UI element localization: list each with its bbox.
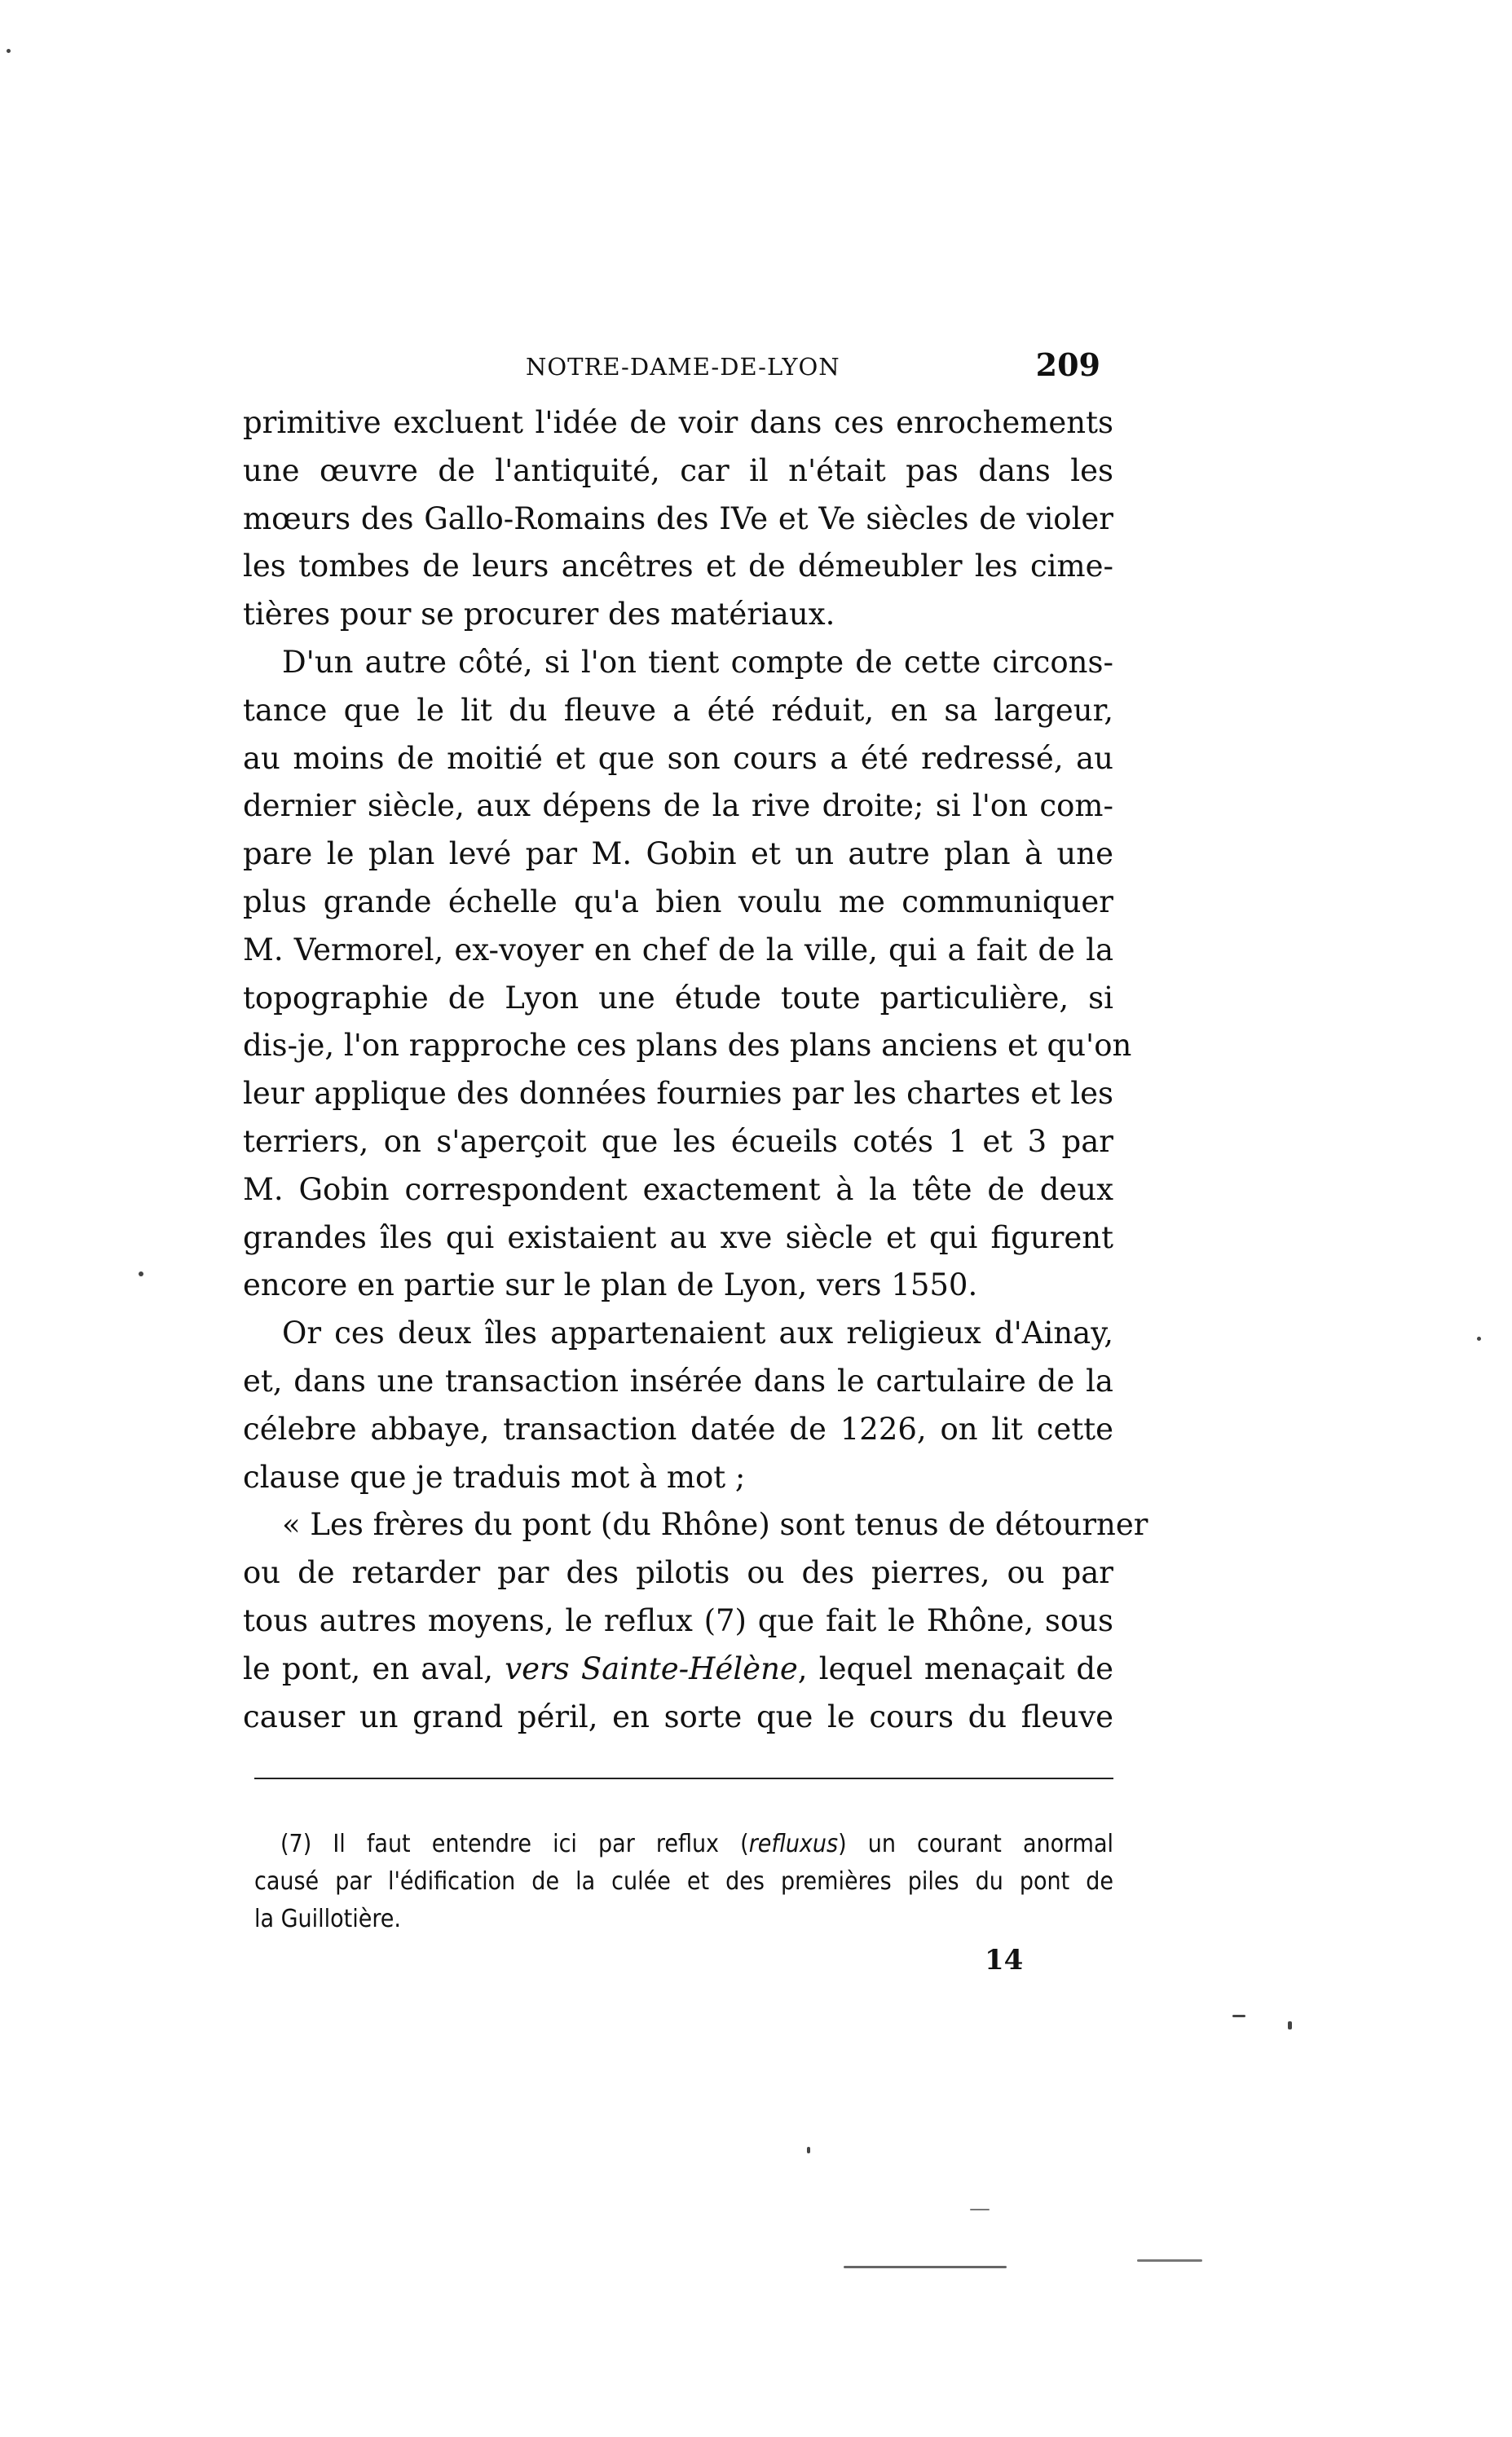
running-title: NOTRE-DAME-DE-LYON xyxy=(526,353,840,381)
scan-speck xyxy=(7,49,11,53)
text-line: leur applique des données fournies par les chartes et les xyxy=(243,1076,1113,1112)
text-line: dernier siècle, aux dépens de la rive droite; si l'on com- xyxy=(243,788,1113,824)
text-line: topographie de Lyon une étude toute particulière, si xyxy=(243,980,1113,1016)
running-head xyxy=(245,346,1109,395)
footnote-italic-term: refluxus xyxy=(748,1830,839,1858)
footnote-line xyxy=(254,1826,1113,1863)
scan-speck xyxy=(1288,2021,1292,2029)
text-line: tières pour se procurer des matériaux. xyxy=(243,597,835,632)
scan-speck xyxy=(807,2147,810,2153)
scan-speck xyxy=(1477,1337,1481,1341)
scan-speck xyxy=(970,2209,990,2210)
footnote-divider xyxy=(254,1778,1113,1779)
text-line: les tombes de leurs ancêtres et de démeubler les cime- xyxy=(243,549,1113,584)
text-line: Or ces deux îles appartenaient aux religieux d'Ainay, xyxy=(282,1315,1113,1351)
scan-speck xyxy=(844,2266,1007,2268)
page-number: 209 xyxy=(1035,346,1100,383)
signature-mark: 14 xyxy=(985,1944,1024,1976)
scan-speck xyxy=(139,1271,143,1276)
scan-speck xyxy=(1232,2015,1245,2017)
footnote-segment: (7) Il faut entendre ici par reflux ( xyxy=(280,1830,749,1858)
footnote-line: causé par l'édification de la culée et des premières piles du pont de xyxy=(254,1867,1113,1896)
text-line: « Les frères du pont (du Rhône) sont tenus de détourner xyxy=(282,1507,1148,1543)
text-line: pare le plan levé par M. Gobin et un autre plan à une xyxy=(243,836,1113,872)
text-line: causer un grand péril, en sorte que le cours du fleuve xyxy=(243,1699,1113,1734)
footnote xyxy=(254,1826,1113,1938)
text-line: une œuvre de l'antiquité, car il n'était pas dans les xyxy=(243,452,1113,488)
italic-place-name: vers Sainte-Hélène xyxy=(505,1650,798,1686)
text-line: ou de retarder par des pilotis ou des pierres, ou par xyxy=(243,1555,1113,1591)
text-line: au moins de moitié et que son cours a été redressé, au xyxy=(243,740,1113,776)
text-line: M. Gobin correspondent exactement à la tête de deux xyxy=(243,1171,1113,1207)
text-line: primitive excluent l'idée de voir dans ces enrochements xyxy=(243,405,1113,440)
text-line: célebre abbaye, transaction datée de 1226, on lit cette xyxy=(243,1411,1113,1447)
text-line: et, dans une transaction insérée dans le cartulaire de la xyxy=(243,1363,1113,1399)
text-line: encore en partie sur le plan de Lyon, vers 1550. xyxy=(243,1267,978,1303)
text-segment: le pont, en aval, xyxy=(243,1650,494,1686)
text-line: clause que je traduis mot à mot ; xyxy=(243,1459,746,1495)
footnote-segment: ) un courant anormal xyxy=(838,1830,1113,1858)
text-line: mœurs des Gallo-Romains des IVe et Ve siècles de violer xyxy=(243,500,1113,536)
text-line: tance que le lit du fleuve a été réduit, en sa largeur, xyxy=(243,692,1113,728)
text-segment: , lequel menaçait de xyxy=(797,1650,1113,1686)
text-line: tous autres moyens, le reflux (7) que fait le Rhône, sous xyxy=(243,1602,1113,1638)
text-line: grandes îles qui existaient au xve siècle et qui figurent xyxy=(243,1219,1113,1255)
text-line: plus grande échelle qu'a bien voulu me communiquer xyxy=(243,884,1113,919)
text-line: terriers, on s'aperçoit que les écueils cotés 1 et 3 par xyxy=(243,1123,1113,1159)
body-text xyxy=(243,399,1148,1741)
text-line: D'un autre côté, si l'on tient compte de cette circons- xyxy=(282,644,1113,680)
text-line: dis-je, l'on rapproche ces plans des plans anciens et qu'on xyxy=(243,1028,1132,1064)
text-line: M. Vermorel, ex-voyer en chef de la ville, qui a fait de la xyxy=(243,932,1113,967)
scan-speck xyxy=(1137,2259,1202,2262)
text-line-mixed xyxy=(243,1646,1113,1694)
footnote-line: la Guillotière. xyxy=(254,1905,401,1933)
